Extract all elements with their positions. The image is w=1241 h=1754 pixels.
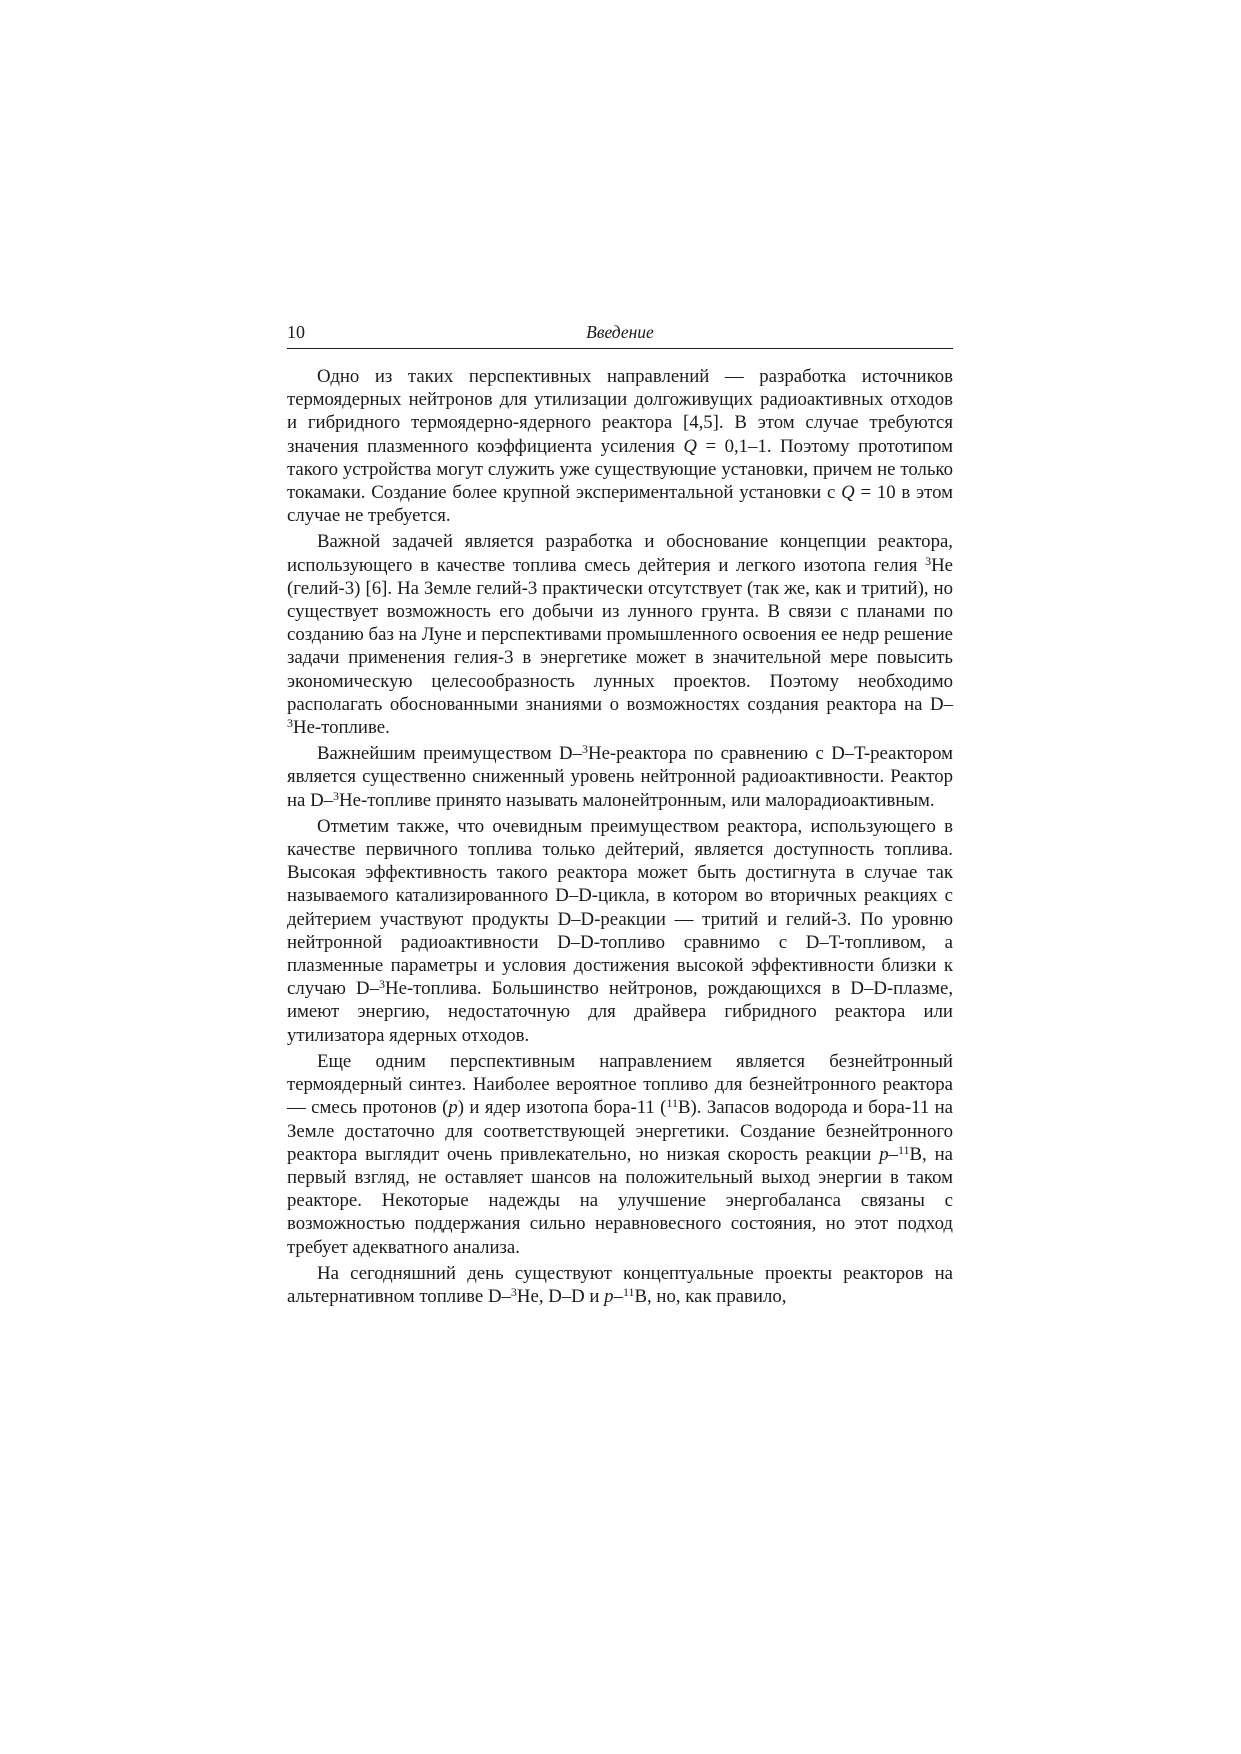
section-title: Введение: [586, 322, 654, 342]
running-head: [287, 322, 953, 349]
text-run: He-топлива. Большинство нейтронов, рождающихся в D–D-плазме, имеют энергию, недостаточную для драйвера гибридного реактора или утилизатора ядерных отходов.: [287, 978, 954, 1046]
paragraph: [287, 815, 953, 1047]
text-run: He-топливе принято называть малонейтронным, или малорадиоактивным.: [339, 789, 935, 811]
text-run: Важнейшим преимуществом D–: [317, 743, 582, 765]
paragraph: [287, 1262, 953, 1308]
math-symbol: p: [879, 1143, 889, 1165]
math-symbol: p: [448, 1097, 458, 1119]
text-run: Отметим также, что очевидным преимуществом реактора, использующего в качестве первичного топлива только дейтерий, является доступность топлива. Высокая эффективность такого реактора может быть достигнута в случае так называемого катализированного D–D-цикла, в котором во вторичных реакциях с дейтерием участвуют продукты D–D-реакции — тритий и гелий-3. По уровню нейтронной радиоактивности D–D-топливо сравнимо с D–T-топливом, а плазменные параметры и условия достижения высокой эффективности близки к случаю D–: [287, 815, 953, 1000]
superscript: 11: [622, 1284, 635, 1299]
math-symbol: Q: [683, 435, 697, 457]
superscript: 3: [925, 553, 932, 568]
text-run: Одно из таких перспективных направлений — разработка источников термоядерных нейтронов для утилизации долгоживущих радиоактивных отходов и гибридного термоядерно-ядерного реактора [4,5]. В этом случае требуются значения плазменного коэффициента усиления: [287, 366, 953, 457]
text-run: Важной задачей является разработка и обоснование концепции реактора, использующего в качестве топлива смесь дейтерия и легкого изотопа гелия: [287, 531, 953, 576]
superscript: 3: [510, 1284, 517, 1299]
superscript: 3: [287, 716, 293, 731]
text-run: На сегодняшний день существуют концептуальные проекты реакторов на альтернативном топливе D–: [287, 1262, 953, 1307]
superscript: 3: [582, 742, 588, 757]
page-number: 10: [287, 322, 305, 342]
text-run: = 10 в этом случае не требуется.: [287, 482, 953, 527]
superscript: 11: [666, 1096, 678, 1111]
text-run: B). Запасов водорода и бора-11 на Земле достаточно для соответствующей энергетики. Создание безнейтронного реактора выглядит очень привлекательно, но низкая скорость реакции: [287, 1097, 953, 1165]
superscript: 11: [897, 1142, 910, 1157]
superscript: 3: [333, 788, 340, 803]
text-run: –: [888, 1143, 898, 1165]
book-page: [287, 322, 953, 1308]
text-run: ) и ядер изотопа бора-11 (: [457, 1097, 667, 1119]
text-run: He, D–D и: [516, 1285, 605, 1307]
paragraph: [287, 742, 953, 812]
text-run: –: [613, 1285, 623, 1307]
text-run: He-реактора по сравнению с D–T-реактором является существенно сниженный уровень нейтронной радиоактивности. Реактор на D–: [287, 743, 953, 811]
superscript: 3: [379, 977, 385, 992]
text-run: He (гелий-3) [6]. На Земле гелий-3 практически отсутствует (так же, как и тритий), но существует возможность его добычи из лунного грунта. В связи с планами по созданию баз на Луне и перспективами промышленного освоения ее недр решение задачи применения гелия-3 в энергетике может в значительной мере повысить экономическую целесообразность лунных проектов. Поэтому необходимо располагать обоснованными знаниями о возможностях создания реактора на D–: [287, 554, 953, 715]
text-run: = 0,1–1. Поэтому прототипом такого устройства могут служить уже существующие установки, причем не только токамаки. Создание более крупной экспериментальной установки с: [287, 435, 953, 504]
paragraph: [287, 1050, 953, 1259]
body-text: [287, 365, 953, 1308]
paragraph: [287, 365, 953, 527]
text-run: He-топливе.: [293, 717, 390, 739]
text-run: B, на первый взгляд, не оставляет шансов на положительный выход энергии в таком реакторе. Некоторые надежды на улучшение энергобаланса связаны с возможностью поддержания сильно неравновесного состояния, но этот подход требует адекватного анализа.: [287, 1143, 953, 1258]
paragraph: [287, 530, 953, 739]
text-run: B, но, как правило,: [634, 1285, 787, 1307]
math-symbol: Q: [841, 482, 855, 504]
math-symbol: p: [604, 1285, 614, 1307]
text-run: Еще одним перспективным направлением является безнейтронный термоядерный синтез. Наиболее вероятное топливо для безнейтронного реактора — смесь протонов (: [287, 1050, 953, 1119]
